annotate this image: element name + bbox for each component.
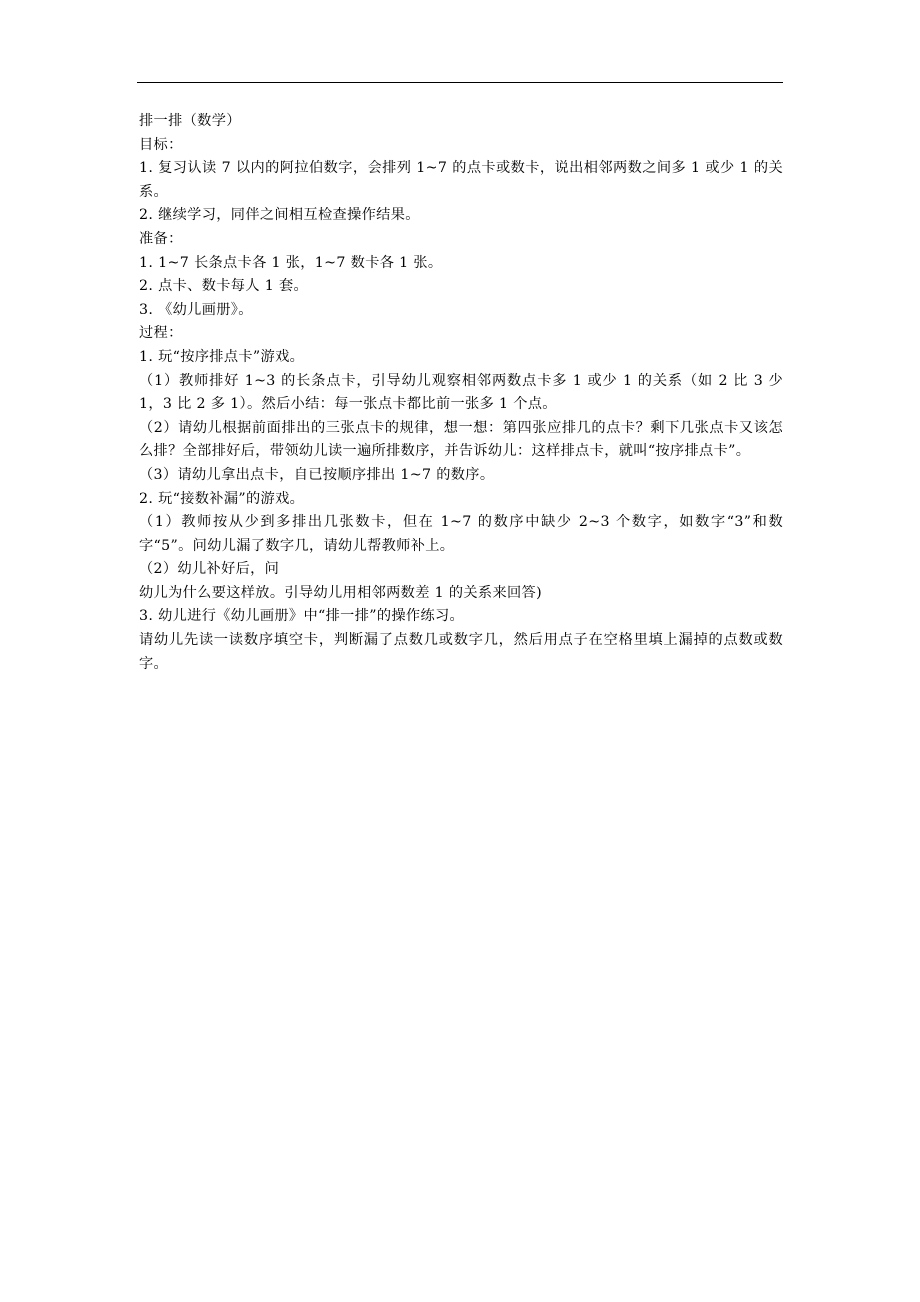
process-step-3-detail: 请幼儿先读一读数序填空卡，判断漏了点数几或数字几，然后用点子在空格里填上漏掉的点数或数字。 <box>139 632 783 672</box>
process-step-1-sub-3: （3）请幼儿拿出点卡，自已按顺序排出 1~7 的数序。 <box>139 466 495 483</box>
process-step-2-sub-1: （1）教师按从少到多排出几张数卡，但在 1~7 的数序中缺少 2~3 个数字，如数字“3”和数字“5”。问幼儿漏了数字几，请幼儿帮教师补上。 <box>139 514 783 554</box>
process-step-2-sub-2-continued: 幼儿为什么要这样放。引导幼儿用相邻两数差 1 的关系来回答) <box>139 584 542 601</box>
document-body <box>139 110 783 676</box>
document-title: 排一排（数学） <box>139 113 241 129</box>
preparation-item-1: 1. 1~7 长条点卡各 1 张，1~7 数卡各 1 张。 <box>139 254 443 271</box>
section-heading-preparation: 准备： <box>139 230 183 247</box>
process-step-2-sub-2: （2）幼儿补好后，问 <box>139 561 280 578</box>
process-step-2: 2. 玩“接数补漏”的游戏。 <box>139 490 305 507</box>
process-step-1: 1. 玩“按序排点卡”游戏。 <box>139 348 305 365</box>
process-step-1-sub-2: （2）请幼儿根据前面排出的三张点卡的规律，想一想：第四张应排几的点卡？剩下几张点卡又该怎么排？全部排好后，带领幼儿读一遍所排数序，并告诉幼儿：这样排点卡，就叫“按序排点卡”。 <box>139 419 783 460</box>
header-rule <box>137 82 783 83</box>
preparation-item-3: 3. 《幼儿画册》。 <box>139 301 253 318</box>
goal-item-2: 2. 继续学习，同伴之间相互检查操作结果。 <box>139 207 420 224</box>
preparation-item-2: 2. 点卡、数卡每人 1 套。 <box>139 278 309 295</box>
process-step-3: 3. 幼儿进行《幼儿画册》中“排一排”的操作练习。 <box>139 608 465 625</box>
section-heading-process: 过程： <box>139 325 183 342</box>
process-step-1-sub-1: （1）教师排好 1~3 的长条点卡，引导幼儿观察相邻两数点卡多 1 或少 1 的关系（如 2 比 3 少 1，3 比 2 多 1）。然后小结：每一张点卡都比前一张多 1 个点。 <box>139 372 783 413</box>
section-heading-goals: 目标： <box>139 136 183 153</box>
goal-item-1: 1. 复习认读 7 以内的阿拉伯数字，会排列 1~7 的点卡或数卡，说出相邻两数之间多 1 或少 1 的关系。 <box>139 160 783 200</box>
